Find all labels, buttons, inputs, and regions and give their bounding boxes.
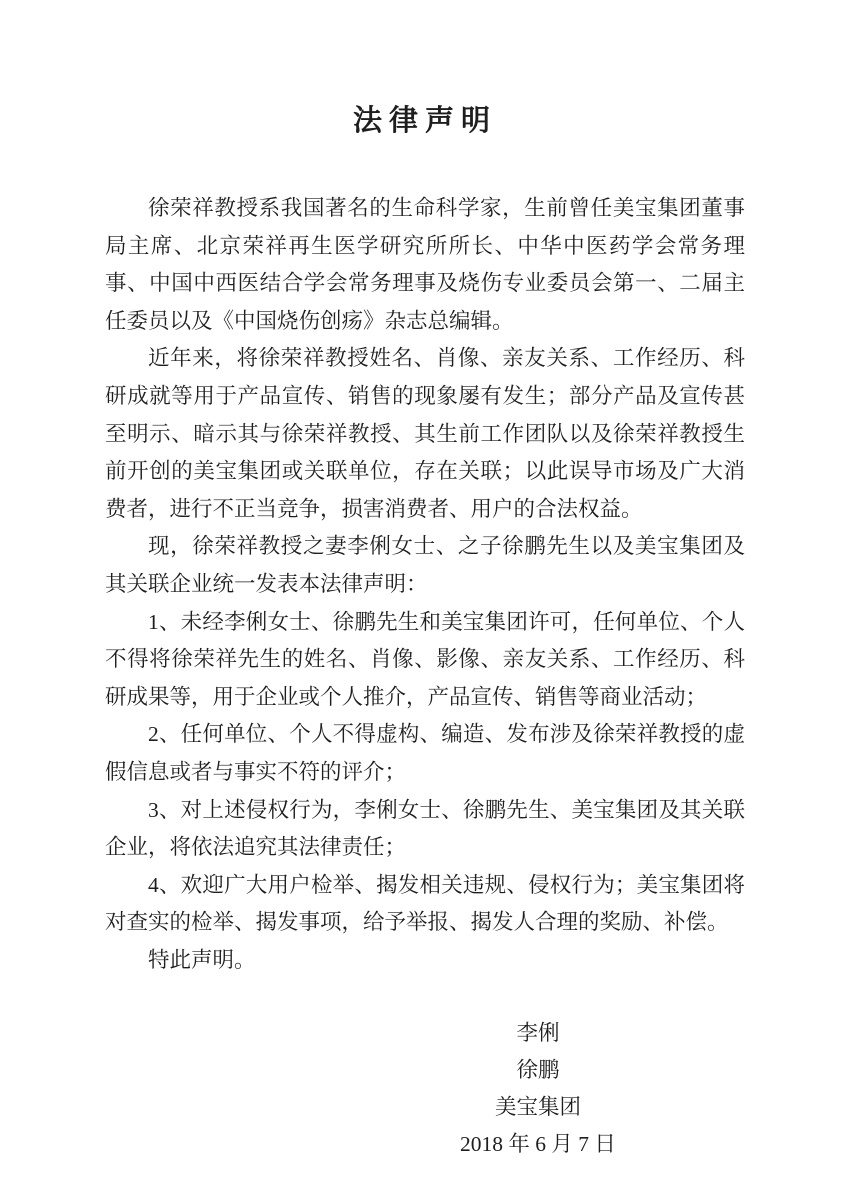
document-body bbox=[105, 190, 745, 979]
statement-item-1: 1、未经李俐女士、徐鹏先生和美宝集团许可，任何单位、个人不得将徐荣祥先生的姓名、肖像、影像、亲友关系、工作经历、科研成果等，用于企业或个人推介，产品宣传、销售等商业活动； bbox=[105, 609, 745, 709]
signature-block bbox=[413, 1015, 663, 1163]
paragraph-introduction: 徐荣祥教授系我国著名的生命科学家，生前曾任美宝集团董事局主席、北京荣祥再生医学研究所所长、中华中医药学会常务理事、中国中西医结合学会常务理事及烧伤专业委员会第一、二届主任委员以及《中国烧伤创疡》杂志总编辑。 bbox=[105, 196, 745, 333]
statement-item-3: 3、对上述侵权行为，李俐女士、徐鹏先生、美宝集团及其关联企业，将依法追究其法律责任； bbox=[105, 797, 745, 860]
signature-date: 2018 年 6 月 7 日 bbox=[460, 1132, 616, 1157]
statement-item-2: 2、任何单位、个人不得虚构、编造、发布涉及徐荣祥教授的虚假信息或者与事实不符的评介； bbox=[105, 722, 745, 784]
paragraph-closing: 特此声明。 bbox=[148, 947, 256, 972]
signatory-company: 美宝集团 bbox=[494, 1095, 581, 1120]
paragraph-background: 近年来，将徐荣祥教授姓名、肖像、亲友关系、工作经历、科研成就等用于产品宣传、销售的现象屡有发生；部分产品及宣传甚至明示、暗示其与徐荣祥教授、其生前工作团队以及徐荣祥教授生前开创的美宝集团或关联单位，存在关联；以此误导市场及广大消费者，进行不正当竞争，损害消费者、用户的合法权益。 bbox=[105, 346, 745, 521]
signatory-name-2: 徐鹏 bbox=[516, 1058, 560, 1083]
paragraph-declaration-lead: 现，徐荣祥教授之妻李俐女士、之子徐鹏先生以及美宝集团及其关联企业统一发表本法律声明： bbox=[105, 534, 745, 596]
signatory-name-1: 李俐 bbox=[516, 1021, 560, 1046]
page-title: 法律声明 bbox=[352, 105, 497, 137]
statement-item-4: 4、欢迎广大用户检举、揭发相关违规、侵权行为；美宝集团将对查实的检举、揭发事项，给予举报、揭发人合理的奖励、补偿。 bbox=[105, 872, 745, 935]
